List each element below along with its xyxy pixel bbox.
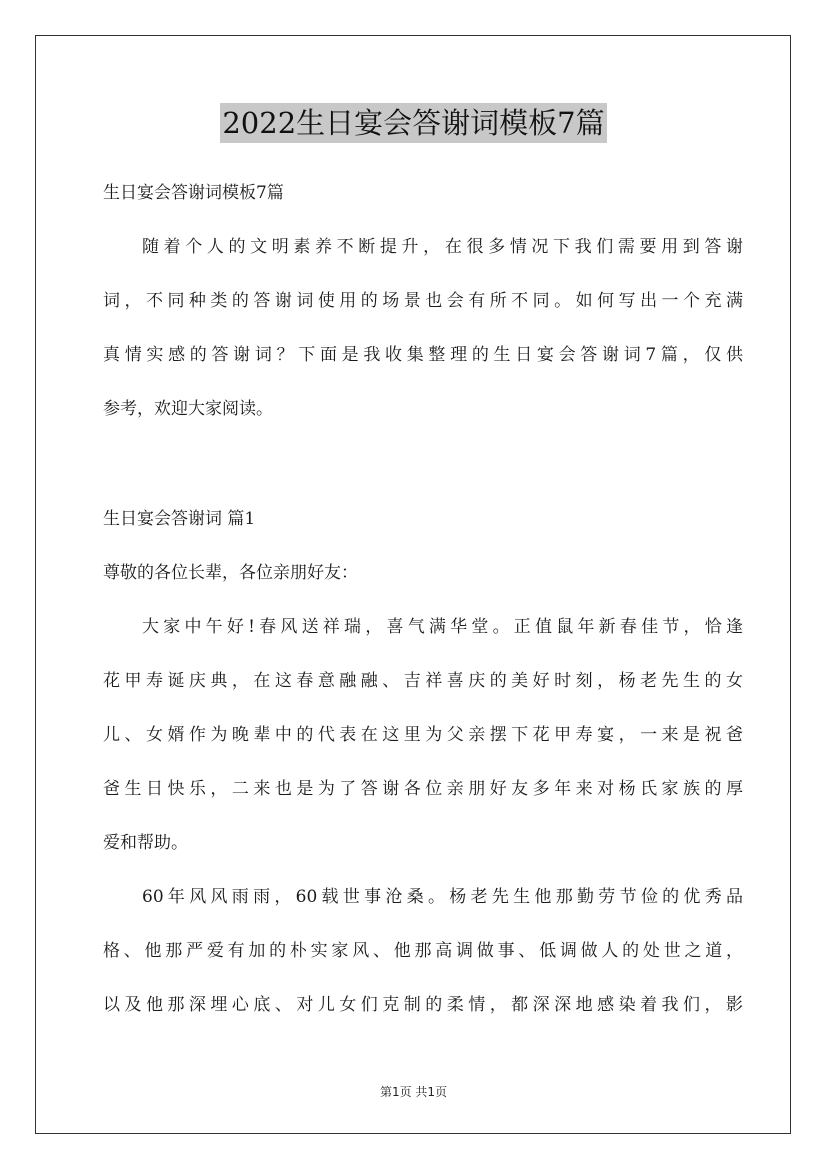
document-title: 2022生日宴会答谢词模板7篇	[220, 103, 606, 143]
para2-line-1: 60年风风雨雨，60载世事沧桑。杨老先生他那勤劳节俭的优秀品	[142, 887, 743, 907]
section-heading: 生日宴会答谢词 篇1	[103, 509, 256, 529]
para2-line-3: 以及他那深埋心底、对儿女们克制的柔情，都深深地感染着我们，影	[103, 995, 743, 1015]
title-wrap	[0, 103, 827, 143]
para2-line-2: 格、他那严爱有加的朴实家风、他那高调做事、低调做人的处世之道，	[103, 941, 743, 961]
intro-line-1: 随着个人的文明素养不断提升，在很多情况下我们需要用到答谢	[142, 237, 743, 257]
para1-line-4: 爸生日快乐，二来也是为了答谢各位亲朋好友多年来对杨氏家族的厚	[103, 779, 743, 799]
para1-line-1: 大家中午好!春风送祥瑞，喜气满华堂。正值鼠年新春佳节，恰逢	[142, 617, 743, 637]
para1-line-2: 花甲寿诞庆典，在这春意融融、吉祥喜庆的美好时刻，杨老先生的女	[103, 671, 743, 691]
para1-line-5: 爱和帮助。	[103, 833, 188, 853]
salutation: 尊敬的各位长辈，各位亲朋好友：	[103, 563, 358, 583]
document-subtitle: 生日宴会答谢词模板7篇	[103, 183, 284, 203]
page-number-footer: 第1页 共1页	[379, 1085, 448, 1099]
intro-line-2: 词，不同种类的答谢词使用的场景也会有所不同。如何写出一个充满	[103, 291, 743, 311]
intro-line-4: 参考，欢迎大家阅读。	[103, 399, 273, 419]
intro-line-3: 真情实感的答谢词？下面是我收集整理的生日宴会答谢词7篇，仅供	[103, 345, 743, 365]
para1-line-3: 儿、女婿作为晚辈中的代表在这里为父亲摆下花甲寿宴，一来是祝爸	[103, 725, 743, 745]
